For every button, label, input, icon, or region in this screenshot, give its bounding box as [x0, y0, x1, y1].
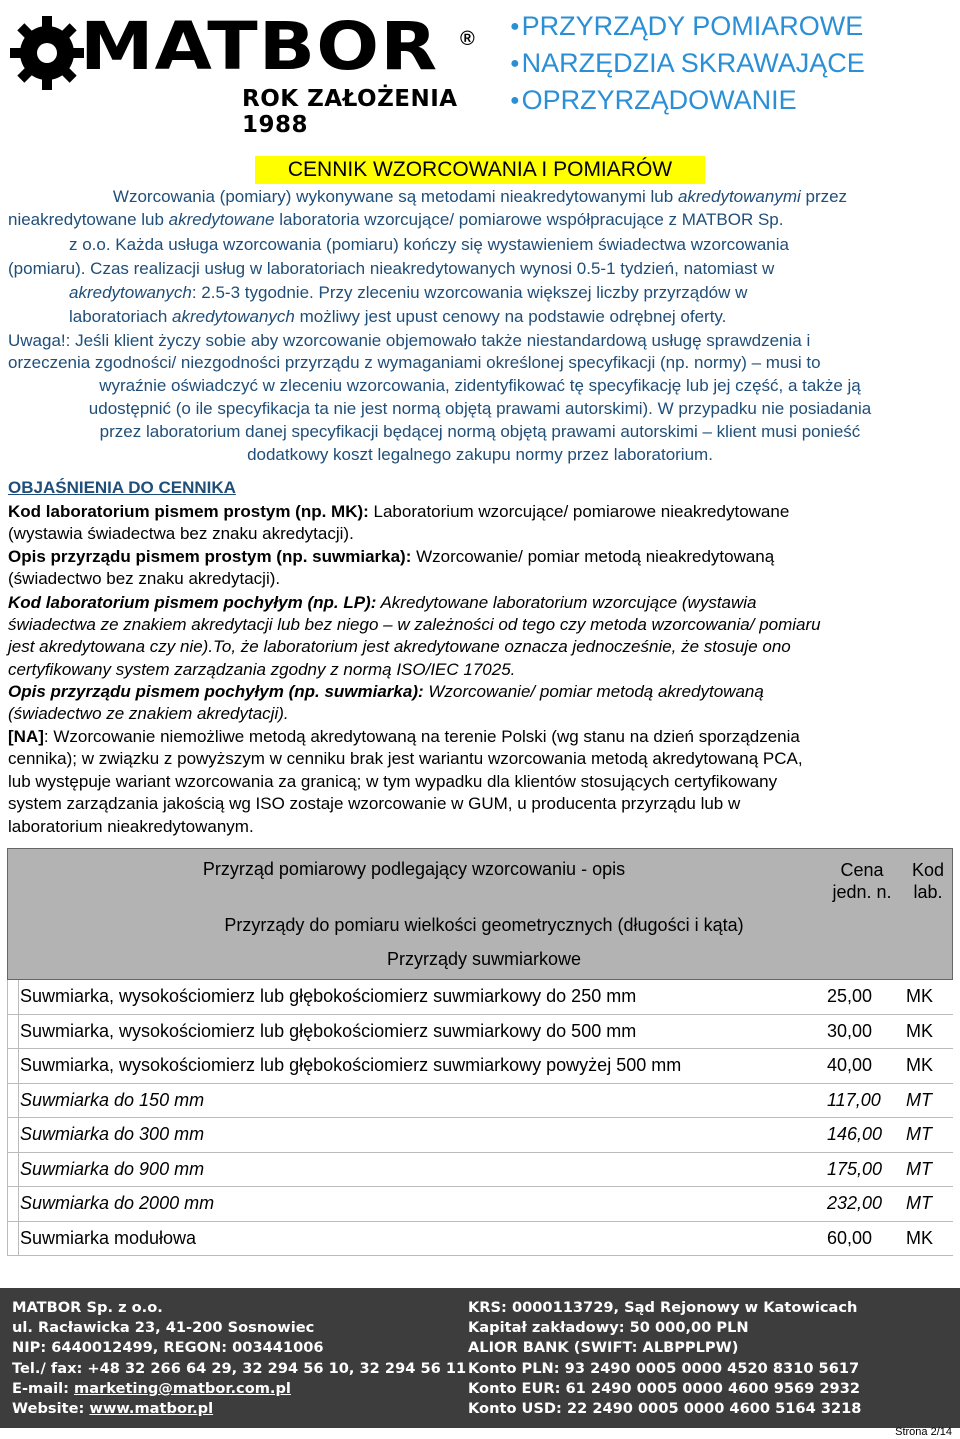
- footer-phone: Tel./ fax: +48 32 266 64 29, 32 294 56 10, 32 294 56 11: [12, 1359, 467, 1377]
- email-link[interactable]: marketing@matbor.com.pl: [74, 1379, 291, 1397]
- footer-nip: NIP: 6440012499, REGON: 003441006: [12, 1339, 324, 1357]
- intro-line: laboratoriach akredytowanych możliwy jest upust cenowy na podstawie odrębnej oferty.: [69, 307, 727, 326]
- footer-email-row: E-mail: marketing@matbor.com.pl: [12, 1379, 291, 1397]
- table-row: [7, 1222, 953, 1257]
- footer-company-info: [12, 1298, 466, 1419]
- row-lab-code: MK: [906, 1055, 933, 1075]
- explanation-line: Opis przyrządu pismem prostym (np. suwmiarka): Wzorcowanie/ pomiar metodą nieakredytowaną: [8, 547, 775, 566]
- footer-capital: Kapitał zakładowy: 50 000,00 PLN: [468, 1319, 749, 1337]
- table-row: [7, 1118, 953, 1153]
- explanation-line: [NA]: Wzorcowanie niemożliwe metodą akredytowaną na terenie Polski (wg stanu na dzień sporządzenia: [8, 727, 800, 746]
- intro-line: udostępnić (o ile specyfikacja ta nie jest normą objętą prawami autorskimi). W przypadku nie posiadania: [88, 399, 872, 418]
- website-link[interactable]: www.matbor.pl: [89, 1400, 214, 1418]
- row-lab-code: MT: [906, 1089, 932, 1110]
- founded-year: ROK ZAŁOŻENIA 1988: [242, 86, 458, 138]
- row-description: Suwmiarka, wysokościomierz lub głębokościomierz suwmiarkowy powyżej 500 mm: [20, 1055, 682, 1075]
- table-row: [7, 1049, 953, 1084]
- table-row: [7, 1187, 953, 1222]
- page-title: CENNIK WZORCOWANIA I POMIARÓW: [255, 156, 705, 184]
- row-description: Suwmiarka, wysokościomierz lub głębokościomierz suwmiarkowy do 500 mm: [20, 1020, 637, 1041]
- table-row: [7, 1153, 953, 1188]
- footer: [0, 1288, 960, 1428]
- gear-logo-icon: [10, 16, 84, 90]
- row-lab-code: MK: [906, 986, 933, 1006]
- explanation-line: (świadectwo bez znaku akredytacji).: [8, 569, 281, 588]
- service-item: ● PRZYRZĄDY POMIAROWE: [510, 10, 950, 47]
- footer-bank-info: [468, 1298, 861, 1419]
- intro-line: wyraźnie oświadczyć w zleceniu wzorcowania, zidentyfikować tę specyfikację lub jej część, a także ją: [99, 376, 861, 395]
- table-row: [7, 980, 953, 1015]
- row-price: 175,00: [827, 1158, 883, 1179]
- row-price: 146,00: [827, 1124, 883, 1144]
- page-number: Strona 2/14: [895, 1426, 952, 1438]
- table-row: [7, 1015, 953, 1050]
- explanation-line: (świadectwo ze znakiem akredytacji).: [8, 704, 289, 723]
- intro-line: (pomiaru). Czas realizacji usług w laboratoriach nieakredytowanych wynosi 0.5-1 tydzień, natomiast w: [8, 259, 775, 278]
- brand-wordmark: MATBOR: [80, 8, 439, 85]
- row-price: 60,00: [827, 1227, 873, 1248]
- service-list: [510, 10, 950, 121]
- intro-line: akredytowanych: 2.5-3 tygodnie. Przy zleceniu wzorcowania większej liczby przyrządów w: [69, 283, 748, 302]
- intro-line: dodatkowy koszt legalnego zakupu normy przez laboratorium.: [247, 445, 713, 464]
- intro-line: przez laboratorium danej specyfikacji będącej normą objętą prawami autorskimi – klient musi ponieść: [99, 422, 861, 441]
- registered-mark: ®: [460, 28, 475, 50]
- row-description: Suwmiarka do 2000 mm: [20, 1193, 215, 1213]
- explanation-line: Kod laboratorium pismem pochyłym (np. LP): Akredytowane laboratorium wzorcujące (wystawia: [8, 593, 757, 612]
- intro-line: nieakredytowane lub akredytowane laboratoria wzorcujące/ pomiarowe współpracujące z MATBOR Sp.: [8, 210, 784, 229]
- row-price: 30,00: [827, 1020, 873, 1041]
- row-description: Suwmiarka modułowa: [20, 1227, 197, 1248]
- subsection-heading: Przyrządy suwmiarkowe: [386, 949, 582, 969]
- row-lab-code: MT: [906, 1158, 932, 1179]
- row-price: 232,00: [827, 1193, 883, 1213]
- row-lab-code: MT: [906, 1193, 932, 1213]
- footer-bank: ALIOR BANK (SWIFT: ALBPPLPW): [468, 1339, 739, 1357]
- company-logo: [10, 8, 490, 138]
- row-description: Suwmiarka, wysokościomierz lub głębokościomierz suwmiarkowy do 250 mm: [20, 986, 637, 1006]
- footer-account-usd: Konto USD: 22 2490 0005 0000 4600 5164 3218: [468, 1400, 862, 1418]
- footer-krs: KRS: 0000113729, Sąd Rejonowy w Katowicach: [468, 1299, 858, 1316]
- section-heading: Przyrządy do pomiaru wielkości geometrycznych (długości i kąta): [224, 915, 744, 935]
- price-table: [7, 848, 953, 1256]
- intro-line: Wzorcowania (pomiary) wykonywane są metodami nieakredytowanymi lub akredytowanymi przez: [112, 187, 848, 206]
- intro-line: Uwaga!: Jeśli klient życzy sobie aby wzorcowanie objemowało także niestandardową usługę sprawdzenia i: [8, 331, 811, 350]
- row-description: Suwmiarka do 150 mm: [20, 1089, 205, 1110]
- table-row: [7, 1084, 953, 1119]
- row-description: Suwmiarka do 300 mm: [20, 1124, 205, 1144]
- explanation-line: świadectwa ze znakiem akredytacji lub bez niego – w zależności od tego czy metoda wzorcowania/ pomiaru: [8, 615, 821, 634]
- service-item: ● NARZĘDZIA SKRAWAJĄCE: [510, 47, 950, 84]
- row-price: 40,00: [827, 1055, 873, 1075]
- footer-account-pln: Konto PLN: 93 2490 0005 0000 4520 8310 5617: [468, 1359, 860, 1377]
- intro-line: orzeczenia zgodności/ niezgodności przyrządu z wymaganiami określonej specyfikacji (np. normy) – musi to: [8, 353, 821, 372]
- row-lab-code: MK: [906, 1227, 933, 1248]
- intro-line: z o.o. Każda usługa wzorcowania (pomiaru) kończy się wystawieniem świadectwa wzorcowania: [69, 235, 789, 254]
- row-price: 25,00: [827, 986, 873, 1006]
- col-header-code: Kod lab.: [911, 860, 945, 902]
- footer-account-eur: Konto EUR: 61 2490 0005 0000 4600 9569 2932: [468, 1379, 861, 1397]
- row-lab-code: MT: [906, 1124, 932, 1144]
- row-description: Suwmiarka do 900 mm: [20, 1158, 205, 1179]
- footer-company-name: MATBOR Sp. z o.o.: [12, 1299, 163, 1316]
- explanation-line: certyfikowany system zarządzania zgodny z normą ISO/IEC 17025.: [8, 660, 516, 679]
- footer-address: ul. Racławicka 23, 41-200 Sosnowiec: [12, 1319, 315, 1337]
- col-header-description: Przyrząd pomiarowy podlegający wzorcowaniu - opis: [202, 859, 626, 879]
- explanation-line: (wystawia świadectwa bez znaku akredytacji).: [8, 524, 354, 543]
- col-header-price: Cena jedn. n.: [832, 860, 892, 902]
- explanation-line: Kod laboratorium pismem prostym (np. MK): Laboratorium wzorcujące/ pomiarowe nieakredytowane: [8, 502, 790, 521]
- row-lab-code: MK: [906, 1020, 933, 1041]
- service-item: ● OPRZYRZĄDOWANIE: [510, 84, 950, 121]
- explanation-line: lub występuje wariant wzorcowania za granicą; w tym wypadku dla klientów stosujących certyfikowany: [8, 772, 778, 791]
- explanation-line: cennika); w związku z powyższym w cenniku brak jest wariantu wzorcowania metodą akredytowaną PCA,: [8, 749, 803, 768]
- explanations-heading: OBJAŚNIENIA DO CENNIKA: [8, 478, 236, 497]
- explanation-line: laboratorium nieakredytowanym.: [8, 817, 254, 836]
- explanation-line: system zarządzania jakością wg ISO zostaje wzorcowanie w GUM, u producenta przyrządu lub w: [8, 794, 741, 813]
- explanation-line: Opis przyrządu pismem pochyłym (np. suwmiarka): Wzorcowanie/ pomiar metodą akredytowaną: [8, 682, 764, 701]
- explanation-line: jest akredytowana czy nie).To, że laboratorium jest akredytowane oznacza jednocześnie, że stosuje ono: [8, 637, 791, 656]
- footer-website-row: Website: www.matbor.pl: [12, 1400, 214, 1418]
- table-header: [7, 848, 953, 980]
- row-price: 117,00: [827, 1089, 881, 1110]
